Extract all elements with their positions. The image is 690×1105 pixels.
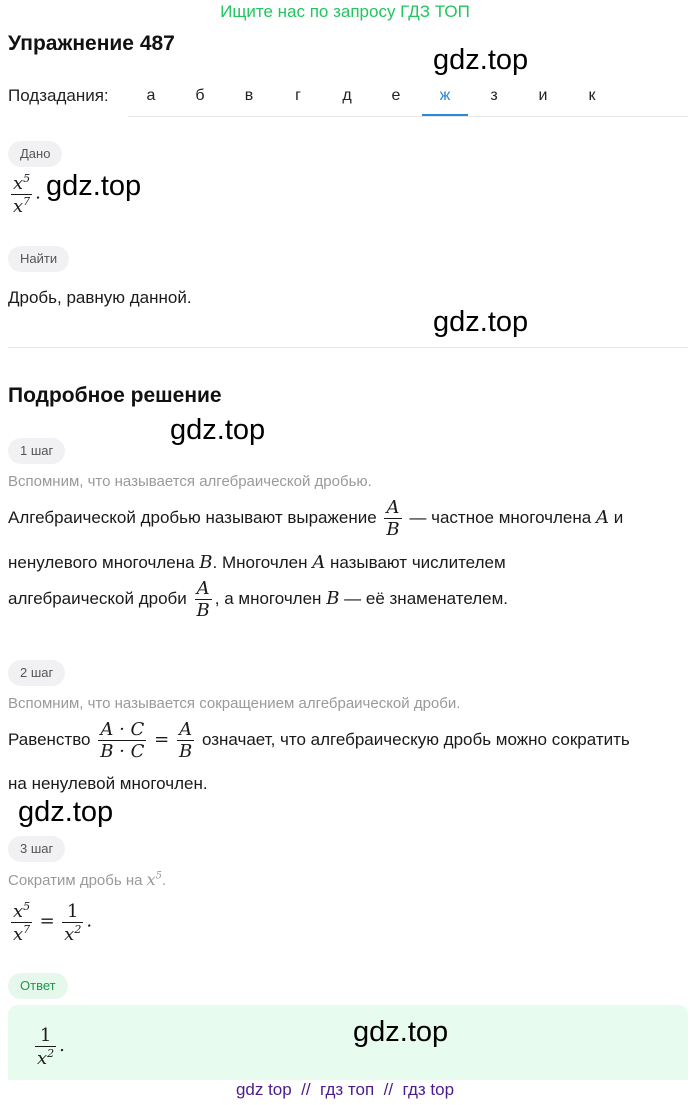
tab-b[interactable]: б [195, 87, 205, 104]
step-3-hint: Сократим дробь на $x^5$. [8, 870, 167, 889]
step-2-chip: 2 шаг [8, 660, 65, 686]
fraction-a-over-b: $\frac{A}{B}$ [386, 497, 400, 540]
tab-v[interactable]: в [244, 87, 254, 104]
find-text: Дробь, равную данной. [8, 288, 192, 307]
footer-links[interactable]: gdz top // гдз топ // гдз top [235, 1080, 455, 1099]
answer-box [8, 1005, 688, 1080]
fraction-a-over-b: $\frac{A}{B}$ [178, 719, 193, 762]
answer-expression: $\frac{1}{x^2}$ . [37, 1025, 65, 1069]
tab-a[interactable]: а [146, 87, 156, 104]
step-1-chip: 1 шаг [8, 438, 65, 464]
answer-chip: Ответ [8, 973, 68, 999]
given-chip: Дано [8, 141, 62, 167]
tab-zh-active[interactable]: ж [422, 76, 468, 116]
promo-banner[interactable]: Ищите нас по запросу ГДЗ ТОП [220, 2, 470, 21]
step-2-line-1: Равенство $\frac{A \cdot C}{B \cdot C}$ = $\frac{A}{B}$ означает, что алгебраическую дробь можно сократить [8, 719, 630, 762]
subtasks-tabs [128, 76, 688, 117]
step-2-line-2: на ненулевой многочлен. [8, 774, 208, 793]
step-1-line-1: Алгебраической дробью называют выражение $\frac{A}{B}$ — частное многочлена A и [8, 497, 624, 540]
tab-k[interactable]: к [588, 87, 596, 104]
tab-i[interactable]: и [538, 87, 548, 104]
given-expression: $\frac{x^5}{x^7}$ . [13, 172, 41, 217]
tab-z[interactable]: з [490, 87, 498, 104]
watermark: gdz.top [46, 170, 142, 202]
answer-fraction: $\frac{1}{x^2}$ [37, 1025, 55, 1069]
step-1-line-2: ненулевого многочлена B. Многочлен A называют числителем [8, 552, 506, 573]
watermark: gdz.top [433, 306, 529, 338]
watermark: gdz.top [433, 44, 529, 76]
given-fraction: $\frac{x^5}{x^7}$ [13, 900, 31, 945]
step-3-chip: 3 шаг [8, 836, 65, 862]
watermark: gdz.top [353, 1016, 449, 1048]
step-1-line-3: алгебраической дроби $\frac{A}{B}$ , а многочлен B — её знаменателем. [8, 578, 509, 621]
fraction-ac-over-bc: $\frac{A \cdot C}{B \cdot C}$ [100, 719, 145, 762]
tab-d[interactable]: д [342, 87, 352, 104]
result-fraction: $\frac{1}{x^2}$ [64, 900, 82, 945]
step-3-equation: $\frac{x^5}{x^7}$ = $\frac{1}{x^2}$ . [13, 900, 93, 945]
fraction-a-over-b: $\frac{A}{B}$ [196, 578, 210, 621]
divider [8, 347, 688, 348]
subtasks-label: Подзадания: [8, 86, 109, 105]
step-1-hint: Вспомним, что называется алгебраической дробью. [8, 473, 372, 490]
watermark: gdz.top [170, 414, 266, 446]
tab-e[interactable]: е [391, 87, 401, 104]
watermark: gdz.top [18, 796, 114, 828]
step-2-hint: Вспомним, что называется сокращением алгебраической дроби. [8, 695, 461, 712]
tab-g[interactable]: г [295, 87, 301, 104]
find-chip: Найти [8, 246, 69, 272]
given-fraction: $\frac{x^5}{x^7}$ [13, 172, 31, 217]
solution-title: Подробное решение [8, 384, 222, 407]
page-title: Упражнение 487 [8, 32, 175, 55]
